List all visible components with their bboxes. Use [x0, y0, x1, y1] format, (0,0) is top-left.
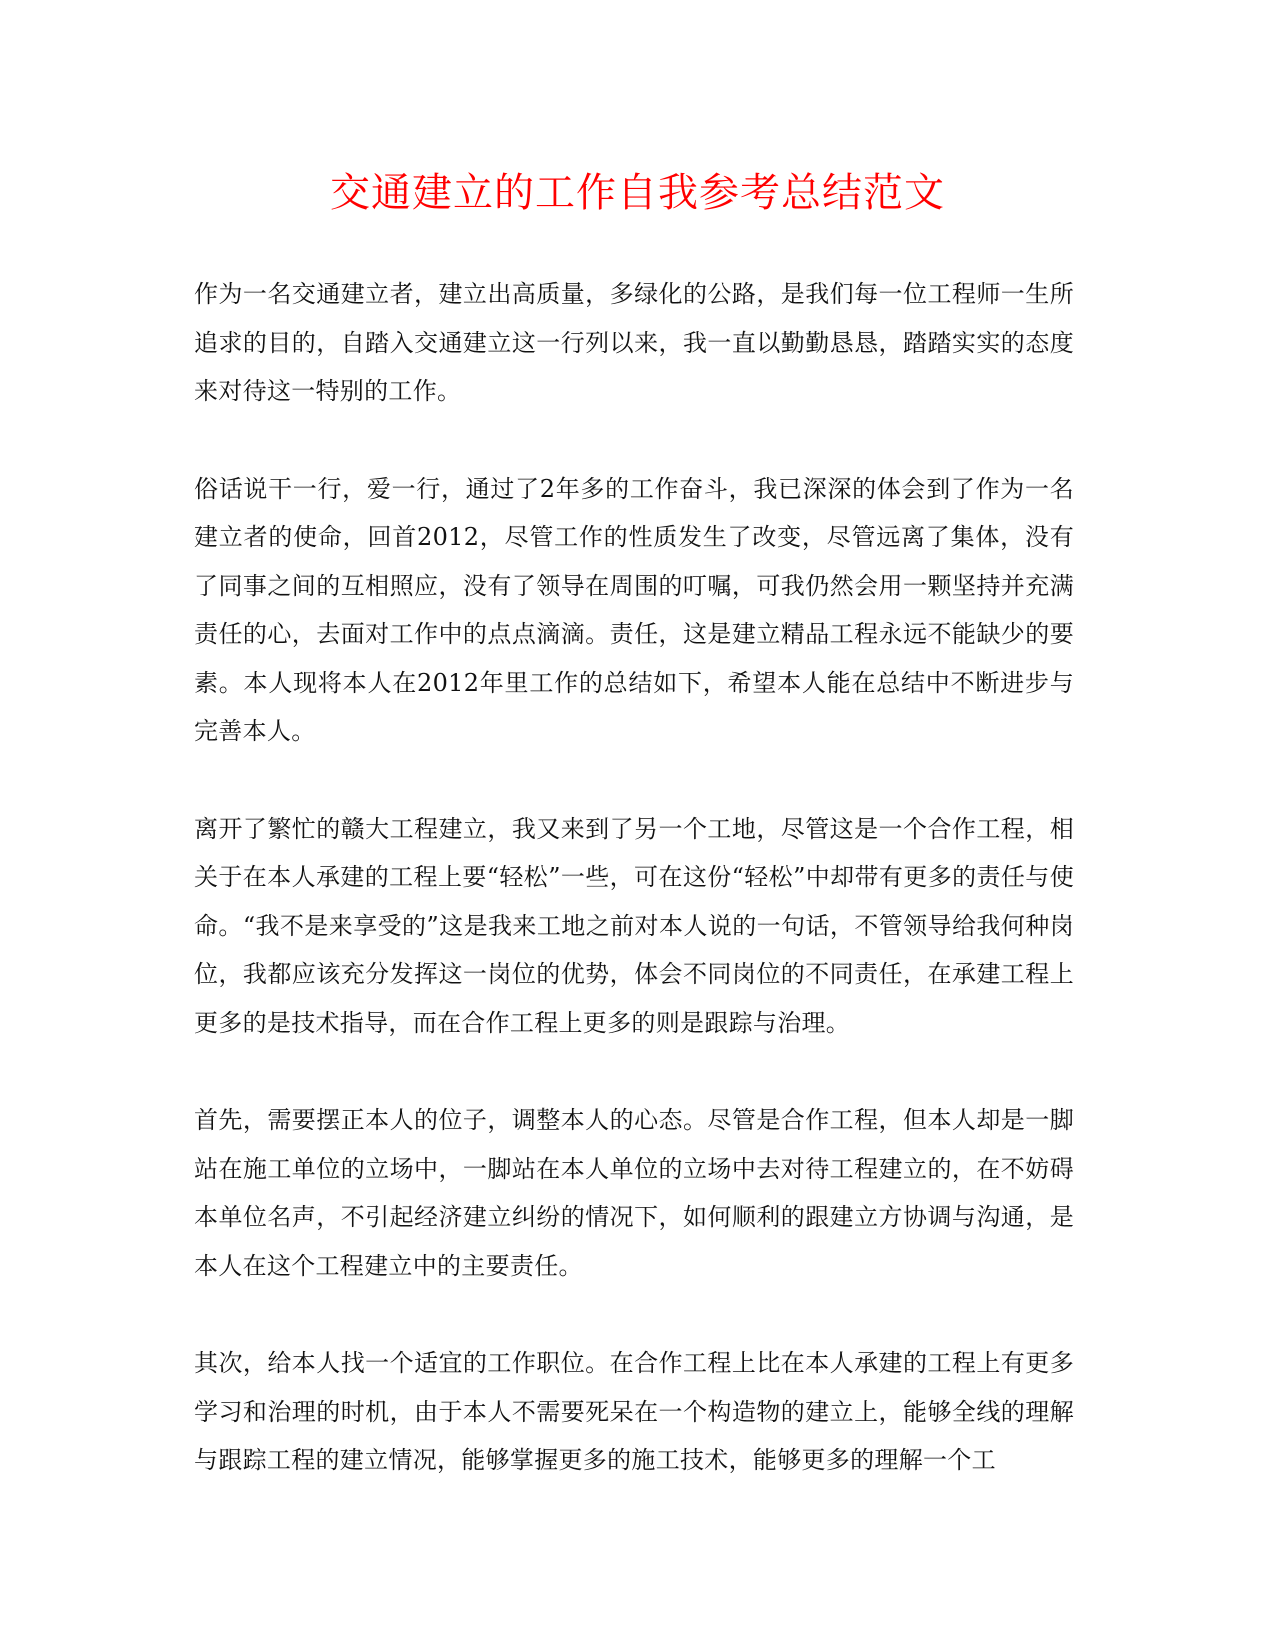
document-title: 交通建立的工作自我参考总结范文	[330, 170, 945, 216]
paragraph-2: 俗话说干一行，爱一行，通过了2年多的工作奋斗，我已深深的体会到了作为一名建立者的使命，回首2012，尽管工作的性质发生了改变，尽管远离了集体，没有了同事之间的互相照应，没有了领导在周围的叮嘱，可我仍然会用一颗坚持并充满责任的心，去面对工作中的点点滴滴。责任，这是建立精品工程永远不能缺少的要素。本人现将本人在2012年里工作的总结如下，希望本人能在总结中不断进步与完善本人。	[194, 474, 1074, 745]
paragraph-4: 首先，需要摆正本人的位子，调整本人的心态。尽管是合作工程，但本人却是一脚站在施工单位的立场中，一脚站在本人单位的立场中去对待工程建立的，在不妨碍本单位名声，不引起经济建立纠纷的情况下，如何顺利的跟建立方协调与沟通，是本人在这个工程建立中的主要责任。	[194, 1106, 1074, 1280]
paragraph-5: 其次，给本人找一个适宜的工作职位。在合作工程上比在本人承建的工程上有更多学习和治理的时机，由于本人不需要死呆在一个构造物的建立上，能够全线的理解与跟踪工程的建立情况，能够掌握更多的施工技术，能够更多的理解一个工	[194, 1349, 1074, 1474]
document-body	[194, 270, 1074, 1534]
paragraph-3: 离开了繁忙的赣大工程建立，我又来到了另一个工地，尽管这是一个合作工程，相关于在本人承建的工程上要“轻松”一些，可在这份“轻松”中却带有更多的责任与使命。“我不是来享受的”这是我来工地之前对本人说的一句话，不管领导给我何种岗位，我都应该充分发挥这一岗位的优势，体会不同岗位的不同责任，在承建工程上更多的是技术指导，而在合作工程上更多的则是跟踪与治理。	[194, 814, 1074, 1037]
paragraph-1: 作为一名交通建立者，建立出高质量，多绿化的公路，是我们每一位工程师一生所追求的目的，自踏入交通建立这一行列以来，我一直以勤勤恳恳，踏踏实实的态度来对待这一特别的工作。	[194, 280, 1074, 405]
